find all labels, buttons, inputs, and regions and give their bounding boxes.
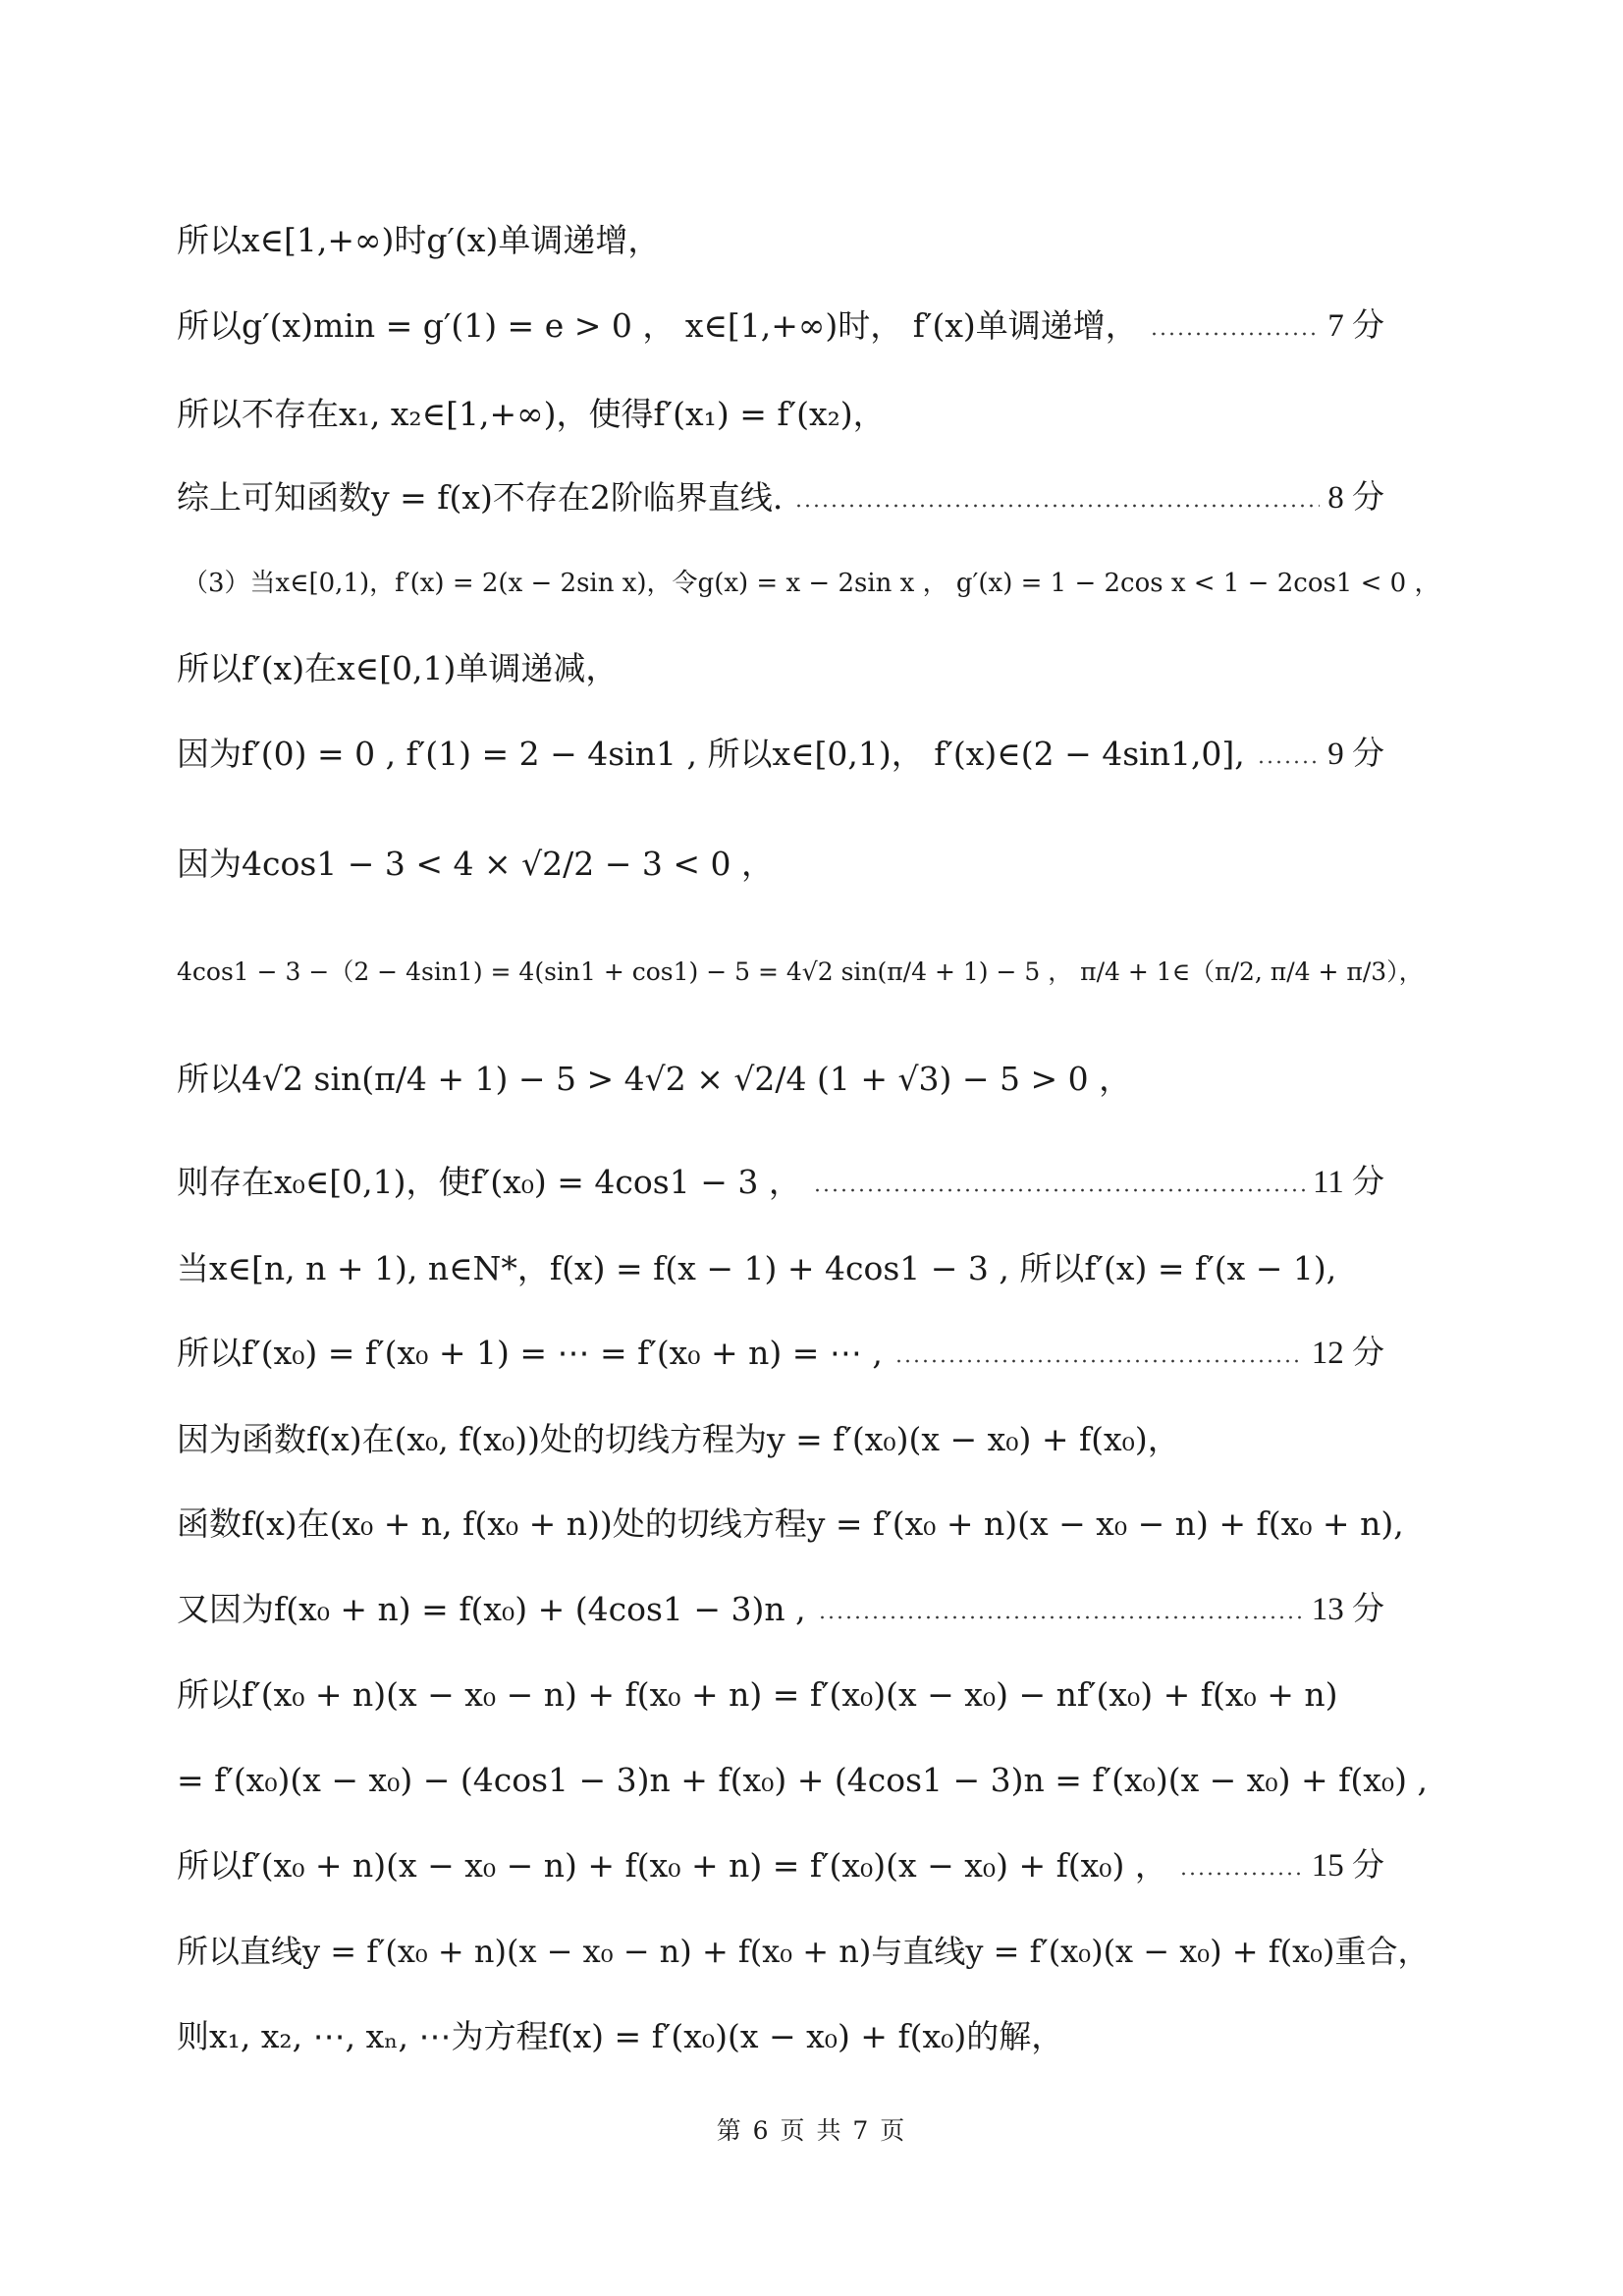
line-text: 则存在x₀∈[0,1)，使f′(x₀) = 4cos1 − 3 ，: [177, 1163, 801, 1201]
page-footer: 第 6 页 共 7 页: [716, 2116, 907, 2145]
line-text: 所以x∈[1,+∞)时g′(x)单调递增，: [177, 221, 661, 259]
solution-line: [177, 843, 1384, 886]
score-mark: 9 分: [1327, 737, 1384, 772]
score-mark: 13 分: [1311, 1592, 1384, 1627]
line-text: 所以f′(x₀ + n)(x − x₀ − n) + f(x₀ + n) = f′(x₀)(x − x₀) − nf′(x₀) + f(x₀ + n): [177, 1675, 1338, 1714]
solution-line: [177, 1418, 1384, 1461]
score-mark: 12 分: [1311, 1336, 1384, 1371]
line-text: 所以直线y = f′(x₀ + n)(x − x₀ − n) + f(x₀ + n)与直线y = f′(x₀)(x − x₀) + f(x₀)重合，: [177, 1933, 1430, 1970]
line-text: 所以g′(x)min = g′(1) = e > 0 ， x∈[1,+∞)时， f′(x)单调递增，: [177, 306, 1138, 345]
line-text: = f′(x₀)(x − x₀) − (4cos1 − 3)n + f(x₀) + (4cos1 − 3)n = f′(x₀)(x − x₀) + f(x₀) ,: [177, 1761, 1428, 1799]
solution-line: [177, 219, 1384, 262]
dotted-leader: [1179, 1872, 1304, 1876]
line-text: 所以f′(x)在x∈[0,1)单调递减，: [177, 649, 619, 687]
line-text: 因为4cos1 − 3 < 4 × √2/2 − 3 < 0 ，: [177, 845, 775, 883]
dotted-leader: [813, 1188, 1305, 1192]
solution-line: [177, 1759, 1428, 1802]
line-text: 综上可知函数y = f(x)不存在2阶临界直线.: [177, 478, 784, 517]
score-mark: 7 分: [1327, 308, 1384, 344]
score-mark: 15 分: [1311, 1848, 1384, 1884]
solution-line: [177, 2015, 1384, 2058]
line-text: 又因为f(x₀ + n) = f(x₀) + (4cos1 − 3)n ,: [177, 1590, 806, 1628]
line-text: 所以不存在x₁, x₂∈[1,+∞)，使得f′(x₁) = f′(x₂)，: [177, 395, 886, 433]
solution-line: [177, 951, 1424, 994]
line-text: 函数f(x)在(x₀ + n, f(x₀ + n))处的切线方程y = f′(x₀ + n)(x − x₀ − n) + f(x₀ + n),: [177, 1504, 1404, 1543]
dotted-leader: [1150, 332, 1320, 336]
solution-line: [177, 393, 1384, 436]
solution-line: [177, 1161, 1384, 1204]
solution-line: [183, 562, 1440, 605]
solution-line: [177, 733, 1384, 776]
solution-line: [177, 1503, 1404, 1546]
solution-line: [177, 647, 1384, 690]
line-text: 因为f′(0) = 0 , f′(1) = 2 − 4sin1 , 所以x∈[0,1)， f′(x)∈(2 − 4sin1,0],: [177, 735, 1245, 773]
dotted-leader: [894, 1359, 1304, 1363]
solution-line: [177, 1673, 1384, 1717]
dotted-leader: [1257, 760, 1320, 764]
solution-line: [177, 1247, 1384, 1290]
line-text: 当x∈[n, n + 1), n∈N*，f(x) = f(x − 1) + 4cos1 − 3 , 所以f′(x) = f′(x − 1),: [177, 1249, 1337, 1287]
solution-line: [177, 1332, 1384, 1375]
line-text: 则x₁, x₂, ⋯, xₙ, ⋯为方程f(x) = f′(x₀)(x − x₀) + f(x₀)的解，: [177, 2017, 1064, 2055]
solution-line: [177, 1930, 1430, 1973]
score-mark: 11 分: [1312, 1165, 1384, 1200]
line-text: 所以f′(x₀ + n)(x − x₀ − n) + f(x₀ + n) = f′(x₀)(x − x₀) + f(x₀) ，: [177, 1846, 1167, 1885]
solution-line: [177, 1058, 1384, 1101]
dotted-leader: [818, 1615, 1304, 1619]
solution-line: [177, 1844, 1384, 1887]
line-text: 所以4√2 sin(π/4 + 1) − 5 > 4√2 × √2/4 (1 + √3) − 5 > 0 ，: [177, 1060, 1132, 1098]
line-text: 4cos1 − 3 −（2 − 4sin1) = 4(sin1 + cos1) − 5 = 4√2 sin(π/4 + 1) − 5 ， π/4 + 1∈（π/2, π/4 + π/3），: [177, 957, 1424, 986]
line-text: （3）当x∈[0,1)，f′(x) = 2(x − 2sin x)，令g(x) = x − 2sin x ， g′(x) = 1 − 2cos x < 1 − 2cos1 < 0 ，: [183, 569, 1440, 598]
line-text: 因为函数f(x)在(x₀, f(x₀))处的切线方程为y = f′(x₀)(x − x₀) + f(x₀)，: [177, 1420, 1180, 1458]
solution-line: [177, 1588, 1384, 1631]
score-mark: 8 分: [1327, 480, 1384, 516]
solution-line: [177, 476, 1384, 519]
line-text: 所以f′(x₀) = f′(x₀ + 1) = ⋯ = f′(x₀ + n) = ⋯ ,: [177, 1334, 883, 1372]
solution-line: [177, 304, 1384, 348]
dotted-leader: [794, 504, 1320, 508]
